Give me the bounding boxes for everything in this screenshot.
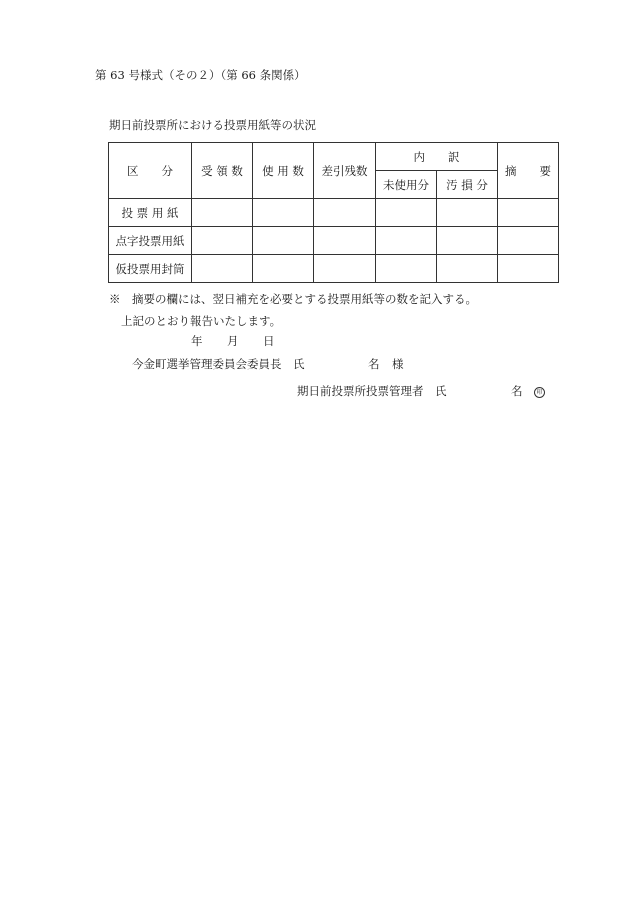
cell-unused	[376, 255, 437, 283]
header-received: 受 領 数	[192, 143, 253, 199]
table-header-row	[109, 143, 559, 171]
cell-received	[192, 227, 253, 255]
row-label-braille-ballot: 点字投票用紙	[109, 227, 192, 255]
note: ※ 摘要の欄には、翌日補充を必要とする投票用紙等の数を記入する。	[109, 292, 477, 306]
header-remaining: 差引残数	[314, 143, 376, 199]
cell-remaining	[314, 255, 376, 283]
cell-damaged	[437, 199, 498, 227]
reporter-name-label: 名	[511, 384, 523, 398]
cell-used	[253, 199, 314, 227]
row-label-ballot-paper: 投 票 用 紙	[109, 199, 192, 227]
cell-damaged	[437, 227, 498, 255]
table-row-ballot-paper	[109, 199, 559, 227]
form-number: 第 63 号様式（その２）（第 66 条関係）	[95, 68, 306, 82]
header-used: 使 用 数	[253, 143, 314, 199]
addressee-honorific: 様	[392, 357, 404, 371]
cell-remarks	[498, 227, 559, 255]
date-month-label: 月	[227, 334, 239, 348]
header-breakdown: 内 訳	[376, 143, 498, 171]
cell-unused	[376, 199, 437, 227]
status-table	[108, 142, 559, 283]
cell-received	[192, 255, 253, 283]
table-row-provisional-envelope	[109, 255, 559, 283]
date-year-label: 年	[191, 334, 203, 348]
header-remarks: 摘 要	[498, 143, 559, 199]
document-title: 期日前投票所における投票用紙等の状況	[109, 118, 316, 132]
cell-remarks	[498, 199, 559, 227]
cell-remaining	[314, 227, 376, 255]
header-damaged: 汚 損 分	[437, 171, 498, 199]
cell-used	[253, 227, 314, 255]
cell-received	[192, 199, 253, 227]
cell-used	[253, 255, 314, 283]
cell-unused	[376, 227, 437, 255]
seal-icon: 印	[534, 386, 545, 398]
cell-damaged	[437, 255, 498, 283]
cell-remaining	[314, 199, 376, 227]
reporter-title: 期日前投票所投票管理者 氏	[297, 384, 447, 398]
row-label-provisional-envelope: 仮投票用封筒	[109, 255, 192, 283]
date-day-label: 日	[263, 334, 275, 348]
addressee-title: 今金町選挙管理委員会委員長 氏	[132, 357, 305, 371]
header-category: 区 分	[109, 143, 192, 199]
report-text: 上記のとおり報告いたします。	[121, 314, 282, 328]
table-row-braille-ballot	[109, 227, 559, 255]
addressee-name-label: 名	[368, 357, 380, 371]
cell-remarks	[498, 255, 559, 283]
header-unused: 未使用分	[376, 171, 437, 199]
